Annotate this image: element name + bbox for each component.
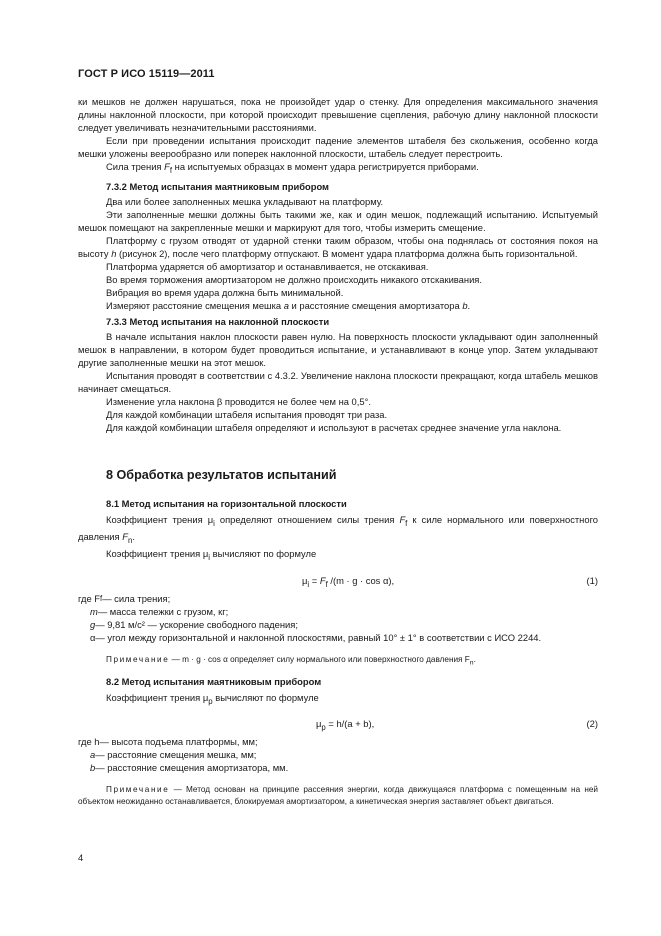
paragraph: Вибрация во время удара должна быть минимальной. (106, 286, 344, 298)
section-heading-7-3-2: 7.3.2 Метод испытания маятниковым прибором (106, 180, 329, 192)
document-header: ГОСТ Р ИСО 15119—2011 (78, 68, 215, 80)
page-content (78, 95, 598, 808)
formula-number: (1) (586, 574, 598, 586)
paragraph: Эти заполненные мешки должны быть такими же, как и один мешок, подлежащий испытанию. Испытуемый мешок помещают на закрепленные мешки и маркируют для того, чтобы измерить смещение. (78, 208, 598, 233)
definitions-list (78, 592, 598, 644)
paragraph: Испытания проводят в соответствии с 4.3.2. Увеличение наклона плоскости прекращают, когда штабель мешков начинает смещаться. (78, 369, 598, 394)
formula-1 (78, 574, 598, 588)
section-heading-8: 8 Обработка результатов испытаний (106, 467, 337, 482)
section-heading-7-3-3: 7.3.3 Метод испытания на наклонной плоскости (106, 315, 330, 327)
definitions-list (78, 735, 598, 774)
paragraph: Изменение угла наклона β проводится не более чем на 0,5°. (106, 395, 371, 407)
definition-item: b — расстояние смещения амортизатора, мм. (90, 762, 289, 774)
paragraph: ки мешков не должен нарушаться, пока не произойдет удар о стенку. Для определения максимального значения длины наклонной плоскости, при которой происходит превышение сцепления, рабочую длину наклонной плоскости следует увеличивать незначительными расстояниями. (78, 96, 598, 133)
formula-2 (78, 717, 598, 731)
definition-item: где h — высота подъема платформы, мм; (78, 736, 258, 748)
paragraph: Измеряют расстояние смещения мешка a и расстояние смещения амортизатора b. (106, 299, 471, 311)
paragraph: Платформа ударяется об амортизатор и останавливается, не отскакивая. (106, 260, 429, 272)
definition-item: g — 9,81 м/с² — ускорение свободного падения; (90, 618, 298, 630)
page-number: 4 (78, 852, 84, 863)
paragraph: Во время торможения амортизатором не должно происходить никакого отскакивания. (106, 273, 482, 285)
definition-item: где F f — сила трения; (78, 592, 171, 604)
paragraph: Два или более заполненных мешка укладывают на платформу. (106, 195, 384, 207)
definition-item: a — расстояние смещения мешка, мм; (90, 749, 257, 761)
paragraph: Коэффициент трения $\mu_i$ определяют отношением силы трения $F_f$ к силе нормального или поверхностного давления $F_n$. (78, 513, 598, 545)
formula-expression: $\mu_p = h/(a + b)$, (316, 718, 375, 732)
definition-item: m — масса тележки с грузом, кг; (90, 605, 229, 617)
paragraph: Если при проведении испытания происходит падение элементов штабеля без скольжения, особенно когда мешки уложены веерообразно или поперек наклонной плоскости, штабель следует перестроить. (78, 135, 598, 159)
paragraph: Коэффициент трения $\mu_p$ вычисляют по формуле (106, 692, 319, 707)
note: Примечание — m · g · cos α определяет силу нормального или поверхностного давления $F_n$. (106, 654, 476, 667)
formula-number: (2) (586, 718, 598, 730)
paragraph: Для каждой комбинации штабеля определяют и используют в расчетах среднее значение угла наклона. (106, 421, 562, 433)
paragraph: В начале испытания наклон плоскости равен нулю. На поверхность плоскости укладывают один заполненный мешок в направлении, в котором будет проводиться испытание, и устанавливают в конце упор. Затем укладывают другие заполненные мешки на этот мешок. (78, 330, 598, 368)
definition-item: α — угол между горизонтальной и наклонной плоскостями, равный 10° ± 1° в соответствии с ИСО 2244. (90, 631, 542, 643)
paragraph: Коэффициент трения $\mu_i$ вычисляют по формуле (106, 547, 317, 562)
paragraph: Сила трения $F_f$ на испытуемых образцах в момент удара регистрируется приборами. (106, 161, 479, 175)
section-heading-8-1: 8.1 Метод испытания на горизонтальной плоскости (106, 497, 347, 509)
paragraph: Платформу с грузом отводят от ударной стенки таким образом, чтобы она поднялась от состояния покоя на высоту h (рисунок 2), после чего платформу отпускают. В момент удара платформа должна быть горизонтальной. (78, 234, 598, 259)
section-heading-8-2: 8.2 Метод испытания маятниковым прибором (106, 676, 322, 688)
formula-expression: $\mu_i = F_f$ /(m · g · cos α), (302, 574, 395, 589)
paragraph: Для каждой комбинации штабеля испытания проводят три раза. (106, 408, 388, 420)
note: Примечание — Метод основан на принципе рассеяния энергии, когда движущаяся платформа с помещенным на ней объектом неожиданно останавливается, блокируемая амортизатором, а кинетическая энергия заставляет объект двигаться. (78, 785, 598, 807)
